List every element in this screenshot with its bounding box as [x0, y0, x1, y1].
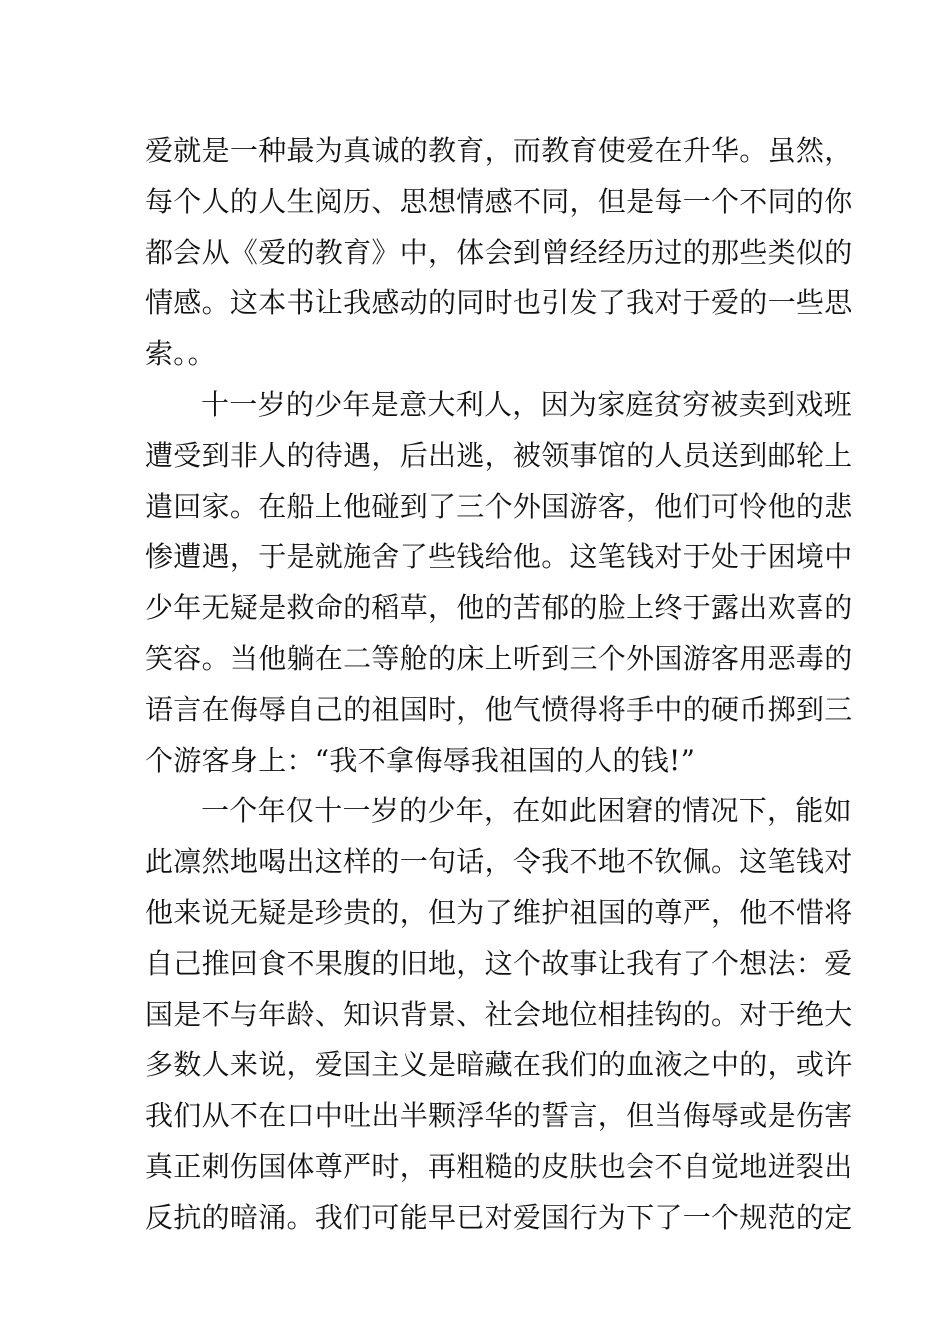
- paragraph-1: [145, 126, 853, 380]
- text-line: 十一岁的少年是意大利人，因为家庭贫穷被卖到戏班: [201, 387, 852, 421]
- text-line: 遣回家。在船上他碰到了三个外国游客，他们可怜他的悲: [145, 489, 853, 523]
- text-line: 国是不与年龄、知识背景、社会地位相挂钩的。对于绝大: [145, 997, 853, 1031]
- text-line: 语言在侮辱自己的祖国时，他气愤得将手中的硬币掷到三: [145, 692, 853, 726]
- text-line: 反抗的暗涌。我们可能早已对爱国行为下了一个规范的定: [145, 1200, 853, 1234]
- text-line: 自己推回食不果腹的旧地，这个故事让我有了个想法：爱: [145, 946, 853, 980]
- text-line: 笑容。当他躺在二等舱的床上听到三个外国游客用恶毒的: [145, 641, 853, 675]
- text-line: 一个年仅十一岁的少年，在如此困窘的情况下，能如: [201, 794, 852, 828]
- paragraph-2: [145, 380, 853, 786]
- text-line: 惨遭遇，于是就施舍了些钱给他。这笔钱对于处于困境中: [145, 540, 853, 574]
- text-line: 我们从不在口中吐出半颗浮华的誓言，但当侮辱或是伤害: [145, 1099, 853, 1133]
- text-line: 情感。这本书让我感动的同时也引发了我对于爱的一些思: [145, 286, 853, 320]
- paragraph-3: [145, 786, 853, 1243]
- text-line: 真正刺伤国体尊严时，再粗糙的皮肤也会不自觉地迸裂出: [145, 1149, 853, 1183]
- text-line: 都会从《爱的教育》中，体会到曾经经历过的那些类似的: [145, 235, 853, 269]
- text-line: 每个人的人生阅历、思想情感不同，但是每一个不同的你: [145, 184, 853, 218]
- text-line: 少年无疑是救命的稻草，他的苦郁的脸上终于露出欢喜的: [145, 591, 853, 625]
- text-line: 个游客身上：“我不拿侮辱我祖国的人的钱!”: [145, 743, 696, 777]
- text-line: 此凛然地喝出这样的一句话，令我不地不钦佩。这笔钱对: [145, 845, 853, 879]
- text-line: 他来说无疑是珍贵的，但为了维护祖国的尊严，他不惜将: [145, 895, 853, 929]
- body-text: [145, 126, 853, 1244]
- text-line: 多数人来说，爱国主义是暗藏在我们的血液之中的，或许: [145, 1048, 853, 1082]
- text-line: 遭受到非人的待遇，后出逃，被领事馆的人员送到邮轮上: [145, 438, 853, 472]
- text-line: 索。。: [145, 337, 216, 371]
- text-line: 爱就是一种最为真诚的教育，而教育使爱在升华。虽然，: [145, 134, 853, 167]
